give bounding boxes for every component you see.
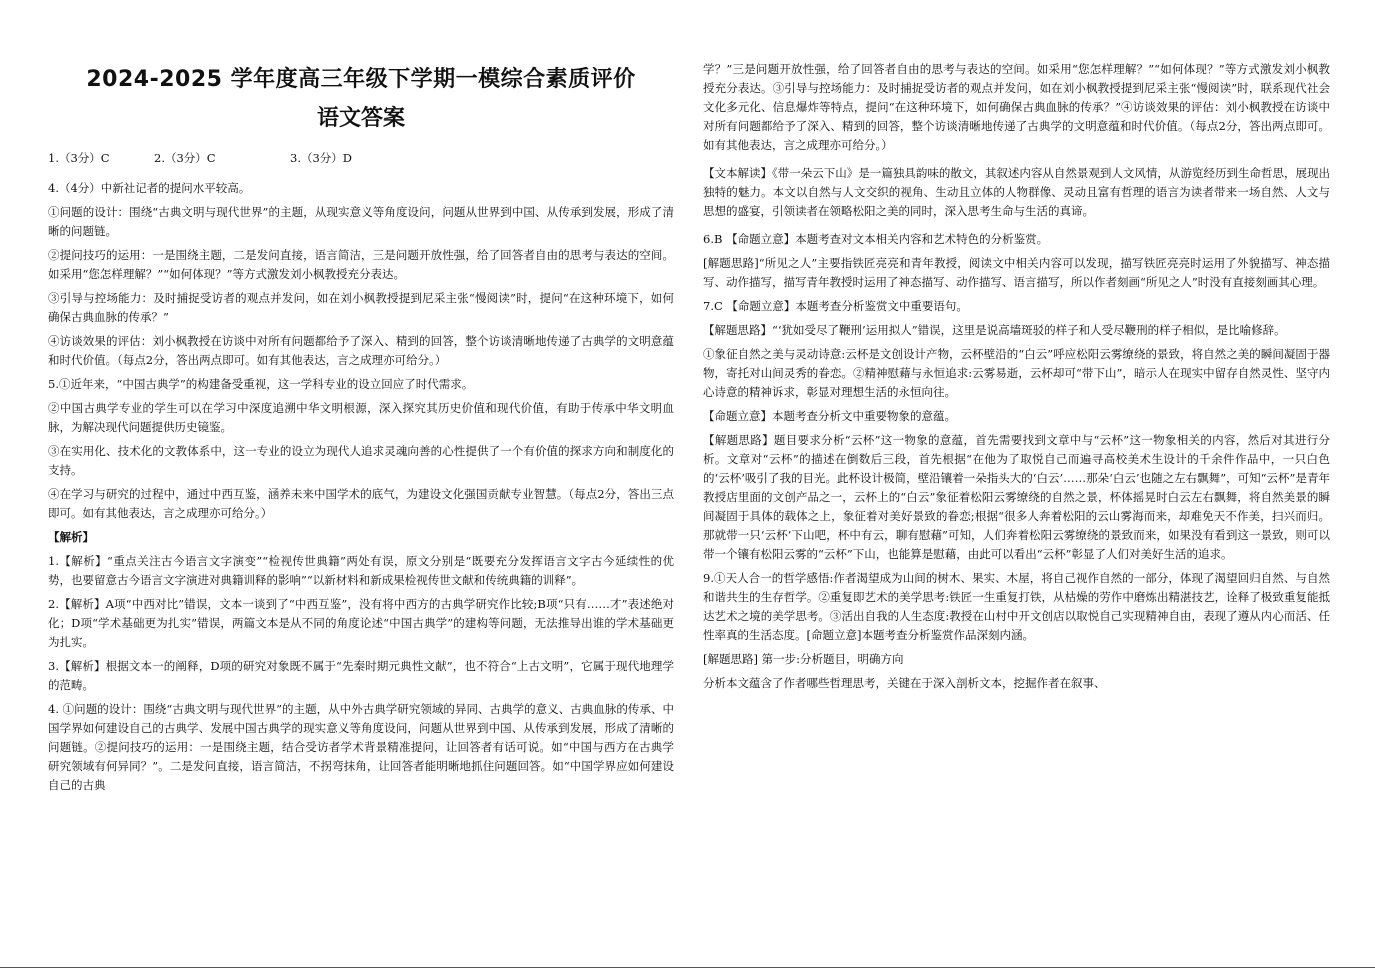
question-5-point-1: 5.①近年来，“中国古典学”的构建备受重视，这一学科专业的设立回应了时代需求。 (48, 377, 474, 391)
multiple-choice-answers (48, 149, 674, 168)
page-subtitle: 语文答案 (316, 106, 405, 131)
question-4-point-3: ③引导与控场能力：及时捕捉受访者的观点并发问，如在刘小枫教授提到尼采主张“慢阅读”时，提问“在这种环境下，如何确保古典血脉的传承？” (48, 291, 674, 324)
analysis-1: 1.【解析】“重点关注古今语言文字演变”“检视传世典籍”两处有误，原文分别是“既要充分发挥语言文字古今延续性的优势，也要留意古今语言文字演进对典籍训释的影响”“以新材料和新成果检视传世文献和传统典籍的训释”。 (48, 554, 674, 587)
analysis-4: 4. ①问题的设计：围绕“古典文明与现代世界”的主题，从中外古典学研究领域的异同、古典学的意义、古典血脉的传承、中国学界如何建设自己的古典学、发展中国古典学的现实意义等角度设问，问题从世界到中国、从传承到发展，形成了清晰的问题链。②提问技巧的运用：一是围绕主题，结合受访者学术背景精准提问，让回答者有话可说。如“中国与西方在古典学研究领域有何异同？”。二是发问直接，语言简洁，不拐弯抹角，让回答者能明晰地抓住问题回答。如“中国学界应如何建设自己的古典 (48, 702, 674, 792)
question-5-point-3: ③在实用化、技术化的文教体系中，这一专业的设立为现代人追求灵魂向善的心性提供了一个有价值的探求方向和制度化的支持。 (48, 444, 674, 477)
question-9-step-1: [解题思路] 第一步:分析题目，明确方向 (703, 652, 904, 666)
question-7-solution: 【解题思路】“‘犹如受尽了鞭刑’运用拟人”错误，这里是说高墙斑驳的样子和人受尽鞭刑的样子相似，是比喻修辞。 (703, 323, 1286, 337)
answer-3: 3.（3分）D (290, 151, 353, 165)
text-interpretation: 【文本解读】《带一朵云下山》是一篇独具韵味的散文，其叙述内容从自然景观到人文风情，从游览经历到生命哲思，展现出独特的魅力。本文以自然与人文交织的视角、生动且立体的人物群像、灵动且富有哲理的语言为读者带来一场自然、人文与思想的盛宴，引领读者在领略松阳之美的同时，深入思考生命与生活的真谛。 (703, 166, 1330, 218)
question-4-point-1: ①问题的设计：围绕“古典文明与现代世界”的主题，从现实意义等角度设问，问题从世界到中国、从传承到发展，形成了清晰的问题链。 (48, 205, 674, 238)
left-column (48, 0, 674, 800)
question-4-intro: 4.（4分）中新社记者的提问水平较高。 (48, 181, 251, 195)
question-8-intent: 【命题立意】本题考查分析文中重要物象的意蕴。 (703, 409, 956, 423)
question-9-answer: 9.①天人合一的哲学感悟:作者渴望成为山间的树木、果实、木屋，将自己视作自然的一部分，体现了渴望回归自然、与自然和谐共生的生存哲学。②重复即艺术的美学思考:铁匠一生重复打铁，从枯燥的劳作中磨炼出精湛技艺，诠释了极致重复能抵达艺术之境的美学思考。③活出自我的人生态度:教授在山村中开文创店以取悦自己实现精神自由，表现了遵从内心而活、任性率真的生活态度。[命题立意]本题考查分析鉴赏作品深刻内涵。 (703, 571, 1330, 642)
page-bottom-border (0, 967, 1375, 968)
question-5-point-2: ②中国古典学专业的学生可以在学习中深度追溯中华文明根源，深入探究其历史价值和现代价值，有助于传承中华文明血脉，为解决现代问题提供历史镜鉴。 (48, 401, 674, 434)
page-title: 2024-2025 学年度高三年级下学期一模综合素质评价 (86, 67, 636, 92)
question-7-answer: 7.C 【命题立意】本题考查分析鉴赏文中重要语句。 (703, 299, 968, 313)
answer-2: 2.（3分）C (154, 151, 216, 165)
question-5-point-4: ④在学习与研究的过程中，通过中西互鉴，涵养未来中国学术的底气，为建设文化强国贡献专业智慧。（每点2分，答出三点即可。如有其他表达，言之成理亦可给分。） (48, 487, 674, 520)
question-4-point-2: ②提问技巧的运用：一是围绕主题，二是发问直接，语言简洁，三是问题开放性强，给了回答者自由的思考与表达的空间。如采用“您怎样理解？”“如何体现？”等方式激发刘小枫教授充分表达。 (48, 248, 674, 281)
question-8-solution: 【解题思路】题目要求分析“云杯”这一物象的意蕴，首先需要找到文章中与“云杯”这一物象相关的内容，然后对其进行分析。文章对“云杯”的描述在倒数后三段，首先根据“在他为了取悦自己而遍寻高校美术生设计的千余件作品中，一只白色的‘云杯’吸引了我的目光。此杯设计极简，壁沿镶着一朵指头大的‘白云’……那朵‘白云’也随之左右飘舞”，可知“云杯”是青年教授店里面的文创产品之一，云杯上的“白云”象征着松阳云雾缭绕的自然之景，杯体摇晃时白云左右飘舞，将自然美景的瞬间凝固于具体的载体之上，象征着对美好景致的眷恋;根据“很多人奔着松阳的云山雾海而来，却难免天不作美，扫兴而归。那就带一只‘云杯’下山吧，杯中有云，聊有慰藉”可知，人们奔着松阳云雾缭绕的景致而来，如果没有看到这一景致，则可以带一个镶有松阳云雾的“云杯”下山，也能算是慰藉，由此可以看出“云杯”彰显了人们对美好生活的追求。 (703, 433, 1330, 561)
right-column (703, 0, 1330, 698)
question-8-answer: ①象征自然之美与灵动诗意:云杯是文创设计产物，云杯壁沿的“白云”呼应松阳云雾缭绕的景致，将自然之美的瞬间凝固于器物，寄托对山间灵秀的眷恋。②精神慰藉与永恒追求:云雾易逝，云杯却可“带下山”，暗示人在现实中留存自然灵性、坚守内心诗意的精神诉求，彰显对理想生活的永恒向往。 (703, 347, 1330, 399)
question-9-analysis: 分析本文蕴含了作者哪些哲理思考，关键在于深入剖析文本，挖掘作者在叙事、 (703, 676, 1106, 690)
analysis-2: 2.【解析】A项“中西对比”错误，文本一谈到了“中西互鉴”，没有将中西方的古典学研究作比较;B项“只有……才”表述绝对化；D项“学术基础更为扎实”错误，两篇文本是从不同的角度论述“中国古典学”的建构等问题，无法推导出谁的学术基础更为扎实。 (48, 597, 674, 649)
analysis-heading: 【解析】 (48, 530, 94, 544)
question-4-point-4: ④访谈效果的评估：刘小枫教授在访谈中对所有问题都给予了深入、精到的回答，整个访谈清晰地传递了古典学的文明意蕴和时代价值。（每点2分，答出两点即可。如有其他表达，言之成理亦可给分。） (48, 334, 674, 367)
question-6-solution: [解题思路]“所见之人”主要指铁匠亮亮和青年教授，阅读文中相关内容可以发现，描写铁匠亮亮时运用了外貌描写、神态描写、动作描写，描写青年教授时运用了神态描写、动作描写、语言描写，所以作者刻画“所见之人”时没有直接刻画其心理。 (703, 256, 1330, 289)
question-6-answer: 6.B 【命题立意】本题考查对文本相关内容和艺术特色的分析鉴赏。 (703, 232, 1049, 246)
analysis-3: 3.【解析】根据文本一的阐释，D项的研究对象既不属于“先秦时期元典性文献”，也不符合“上古文明”，它属于现代地理学的范畴。 (48, 659, 674, 692)
answer-1: 1.（3分）C (48, 151, 110, 165)
analysis-4-continued: 学？”三是问题开放性强，给了回答者自由的思考与表达的空间。如采用“您怎样理解？”“如何体现？”等方式激发刘小枫教授充分表达。③引导与控场能力：及时捕捉受访者的观点并发问，如在刘小枫教授提到尼采主张“慢阅读”时，联系现代社会文化多元化、信息爆炸等特点，提问“在这种环境下，如何确保古典血脉的传承？”④访谈效果的评估：刘小枫教授在访谈中对所有问题都给予了深入、精到的回答，整个访谈清晰地传递了古典学的文明意蕴和时代价值。（每点2分，答出两点即可。如有其他表达，言之成理亦可给分。） (703, 62, 1330, 152)
